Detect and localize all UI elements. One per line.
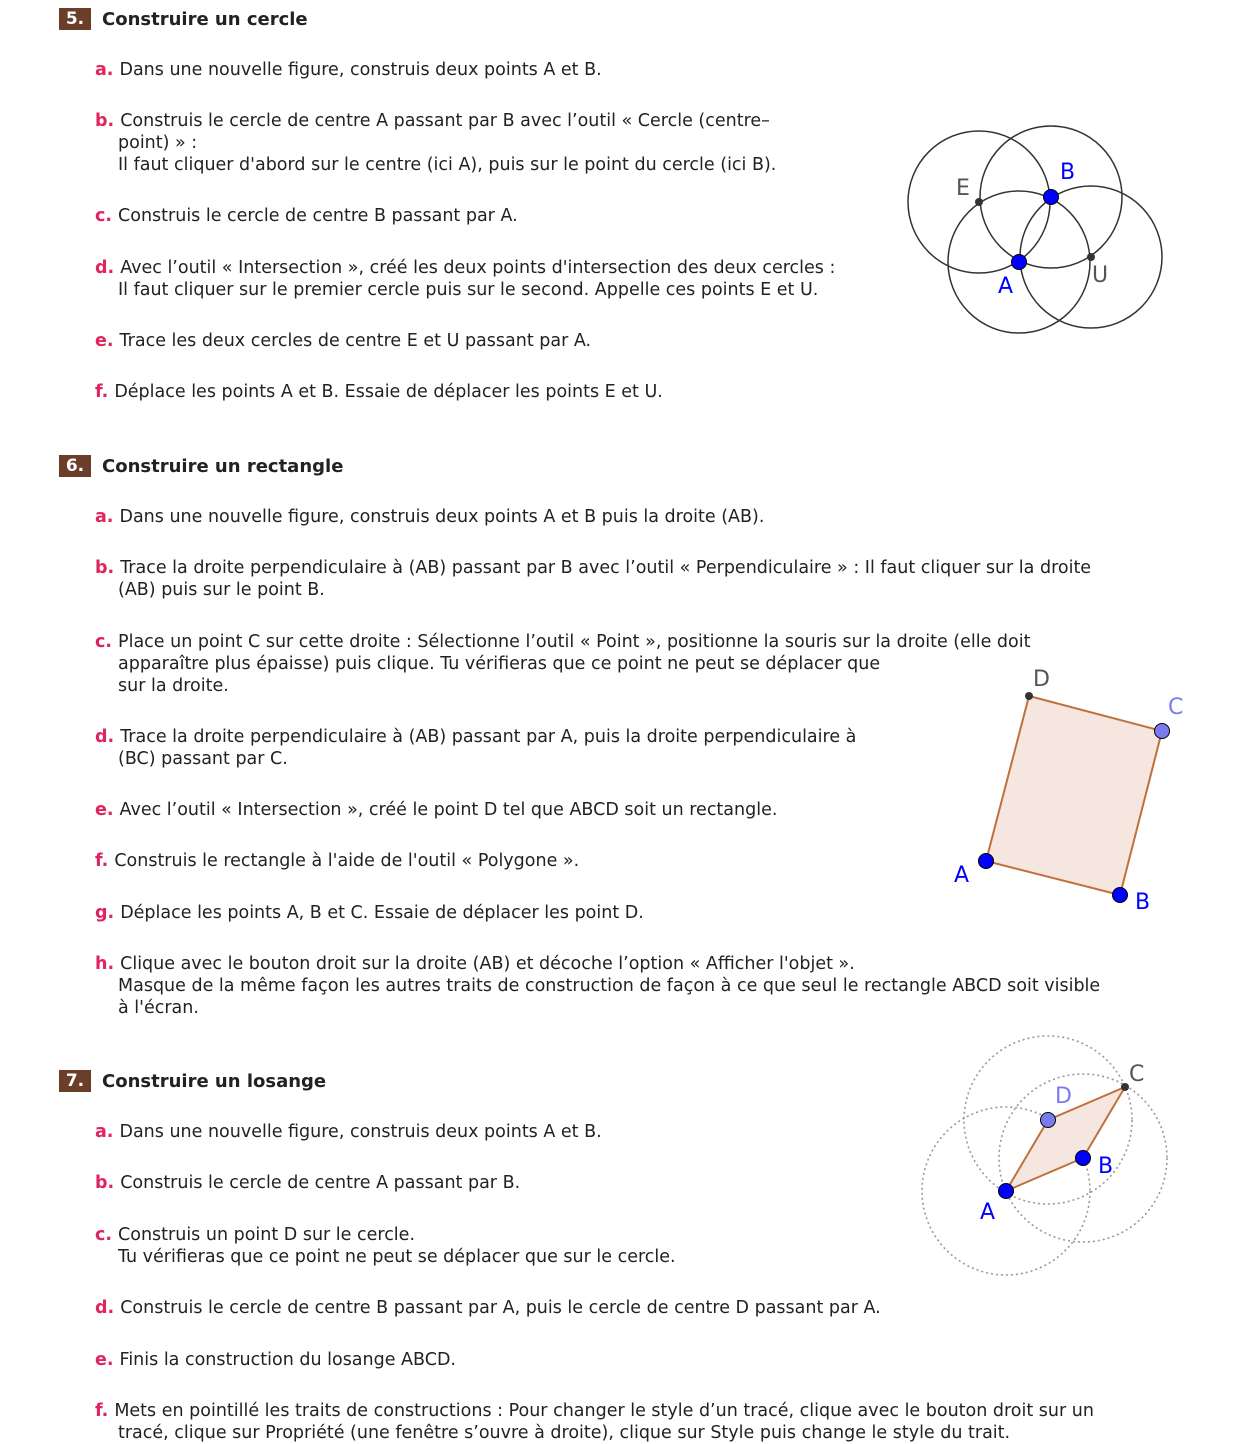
item-label: c.: [95, 1225, 113, 1245]
item-text: (AB) puis sur le point B.: [118, 580, 325, 600]
item-text: sur la droite.: [118, 676, 229, 696]
item-text: Dans une nouvelle figure, construis deux points A et B.: [119, 1122, 602, 1142]
item-text: Construis le cercle de centre B passant par A.: [118, 206, 518, 226]
label-c: C: [1129, 1062, 1145, 1087]
item-label: d.: [95, 1298, 115, 1318]
exercise-item: [95, 799, 777, 821]
exercise-item: [95, 850, 579, 872]
point-a: [979, 854, 994, 869]
section-7-header: [59, 1070, 326, 1092]
item-text: Clique avec le bouton droit sur la droite (AB) et décoche l’option « Afficher l'objet ».: [120, 954, 855, 974]
item-text: Avec l’outil « Intersection », créé le point D tel que ABCD soit un rectangle.: [119, 800, 778, 820]
item-text: à l'écran.: [118, 998, 199, 1018]
exercise-item: [95, 1121, 602, 1143]
exercise-item: [95, 953, 1100, 1019]
item-label: h.: [95, 954, 115, 974]
item-text: Mets en pointillé les traits de constructions : Pour changer le style d’un tracé, clique avec le bouton droit sur un: [114, 1401, 1094, 1421]
exercise-item: [95, 1172, 520, 1194]
item-text: Avec l’outil « Intersection », créé les deux points d'intersection des deux cercles :: [120, 258, 836, 278]
exercise-item: [95, 557, 1091, 601]
item-text: Trace les deux cercles de centre E et U passant par A.: [119, 331, 592, 351]
exercise-item: [95, 110, 776, 176]
section-number: 6.: [59, 455, 91, 477]
section-number: 7.: [59, 1070, 91, 1092]
item-text: Tu vérifieras que ce point ne peut se déplacer que sur le cercle.: [118, 1247, 676, 1267]
item-label: a.: [95, 507, 114, 527]
item-text: Trace la droite perpendiculaire à (AB) passant par A, puis la droite perpendiculaire à: [120, 727, 857, 747]
label-d: D: [1033, 667, 1050, 692]
item-text: Construis le rectangle à l'aide de l'outil « Polygone ».: [114, 851, 580, 871]
label-c: C: [1168, 695, 1184, 720]
item-text: Construis le cercle de centre A passant par B.: [120, 1173, 521, 1193]
item-label: f.: [95, 851, 109, 871]
exercise-item: [95, 257, 835, 301]
item-label: b.: [95, 558, 115, 578]
label-a: A: [954, 863, 970, 888]
point-e: [975, 198, 983, 206]
item-text: Trace la droite perpendiculaire à (AB) passant par B avec l’outil « Perpendiculaire » : Il faut cliquer sur la droite: [120, 558, 1092, 578]
rhombus-figure: [915, 1025, 1175, 1285]
item-label: c.: [95, 206, 113, 226]
exercise-item: [95, 726, 856, 770]
item-label: e.: [95, 800, 114, 820]
item-text: Déplace les points A et B. Essaie de déplacer les points E et U.: [114, 382, 663, 402]
label-a: A: [980, 1200, 996, 1225]
item-text: Déplace les points A, B et C. Essaie de déplacer les point D.: [120, 903, 644, 923]
exercise-item: [95, 381, 663, 403]
item-label: b.: [95, 1173, 115, 1193]
item-label: d.: [95, 727, 115, 747]
section-6-header: [59, 455, 343, 477]
exercise-item: [95, 1349, 456, 1371]
exercise-item: [95, 205, 518, 227]
item-label: g.: [95, 903, 115, 923]
item-label: d.: [95, 258, 115, 278]
section-title: Construire un rectangle: [102, 455, 344, 477]
item-text: tracé, clique sur Propriété (une fenêtre s’ouvre à droite), clique sur Style puis change le style du trait.: [118, 1423, 1011, 1443]
item-text: Il faut cliquer sur le premier cercle puis sur le second. Appelle ces points E et U.: [118, 280, 819, 300]
item-text: apparaître plus épaisse) puis clique. Tu vérifieras que ce point ne peut se déplacer que: [118, 654, 881, 674]
label-b: B: [1060, 160, 1076, 185]
point-b: [1044, 190, 1059, 205]
item-text: Dans une nouvelle figure, construis deux points A et B.: [119, 60, 602, 80]
point-d: [1025, 692, 1033, 700]
item-label: f.: [95, 382, 109, 402]
item-text: Construis le cercle de centre B passant par A, puis le cercle de centre D passant par A.: [120, 1298, 881, 1318]
label-d: D: [1055, 1084, 1072, 1109]
item-text: Masque de la même façon les autres traits de construction de façon à ce que seul le rectangle ABCD soit visible: [118, 976, 1101, 996]
item-text: Construis un point D sur le cercle.: [118, 1225, 416, 1245]
item-label: f.: [95, 1401, 109, 1421]
item-label: a.: [95, 1122, 114, 1142]
item-label: e.: [95, 331, 114, 351]
point-b: [1076, 1151, 1091, 1166]
item-text: (BC) passant par C.: [118, 749, 288, 769]
item-label: b.: [95, 111, 115, 131]
point-u: [1087, 253, 1095, 261]
exercise-item: [95, 1224, 676, 1268]
item-label: c.: [95, 632, 113, 652]
point-a: [1012, 255, 1027, 270]
label-b: B: [1135, 890, 1151, 915]
item-text: point) » :: [118, 133, 198, 153]
exercise-item: [95, 1297, 881, 1319]
circles-figure: [900, 115, 1170, 345]
point-d: [1041, 1113, 1056, 1128]
item-text: Il faut cliquer d'abord sur le centre (ici A), puis sur le point du cercle (ici B).: [118, 155, 777, 175]
label-b: B: [1098, 1154, 1114, 1179]
point-a: [999, 1184, 1014, 1199]
item-label: a.: [95, 60, 114, 80]
item-label: e.: [95, 1350, 114, 1370]
exercise-item: [95, 902, 644, 924]
point-b: [1113, 888, 1128, 903]
item-text: Dans une nouvelle figure, construis deux points A et B puis la droite (AB).: [119, 507, 765, 527]
item-text: Finis la construction du losange ABCD.: [119, 1350, 456, 1370]
rectangle-figure: [940, 655, 1200, 930]
section-title: Construire un losange: [102, 1070, 327, 1092]
point-c: [1121, 1083, 1129, 1091]
section-title: Construire un cercle: [102, 8, 308, 30]
rectangle-polygon: [986, 696, 1162, 895]
item-text: Construis le cercle de centre A passant par B avec l’outil « Cercle (centre–: [120, 111, 770, 131]
exercise-item: [95, 59, 602, 81]
label-u: U: [1092, 263, 1109, 288]
item-text: Place un point C sur cette droite : Sélectionne l’outil « Point », positionne la souris sur la droite (elle doit: [118, 632, 1031, 652]
section-5-header: [59, 8, 308, 30]
exercise-item: [95, 506, 764, 528]
point-c: [1155, 724, 1170, 739]
section-number: 5.: [59, 8, 91, 30]
exercise-item: [95, 330, 591, 352]
label-e: E: [956, 176, 970, 201]
label-a: A: [998, 274, 1014, 299]
exercise-item: [95, 631, 1030, 697]
exercise-item: [95, 1400, 1094, 1444]
